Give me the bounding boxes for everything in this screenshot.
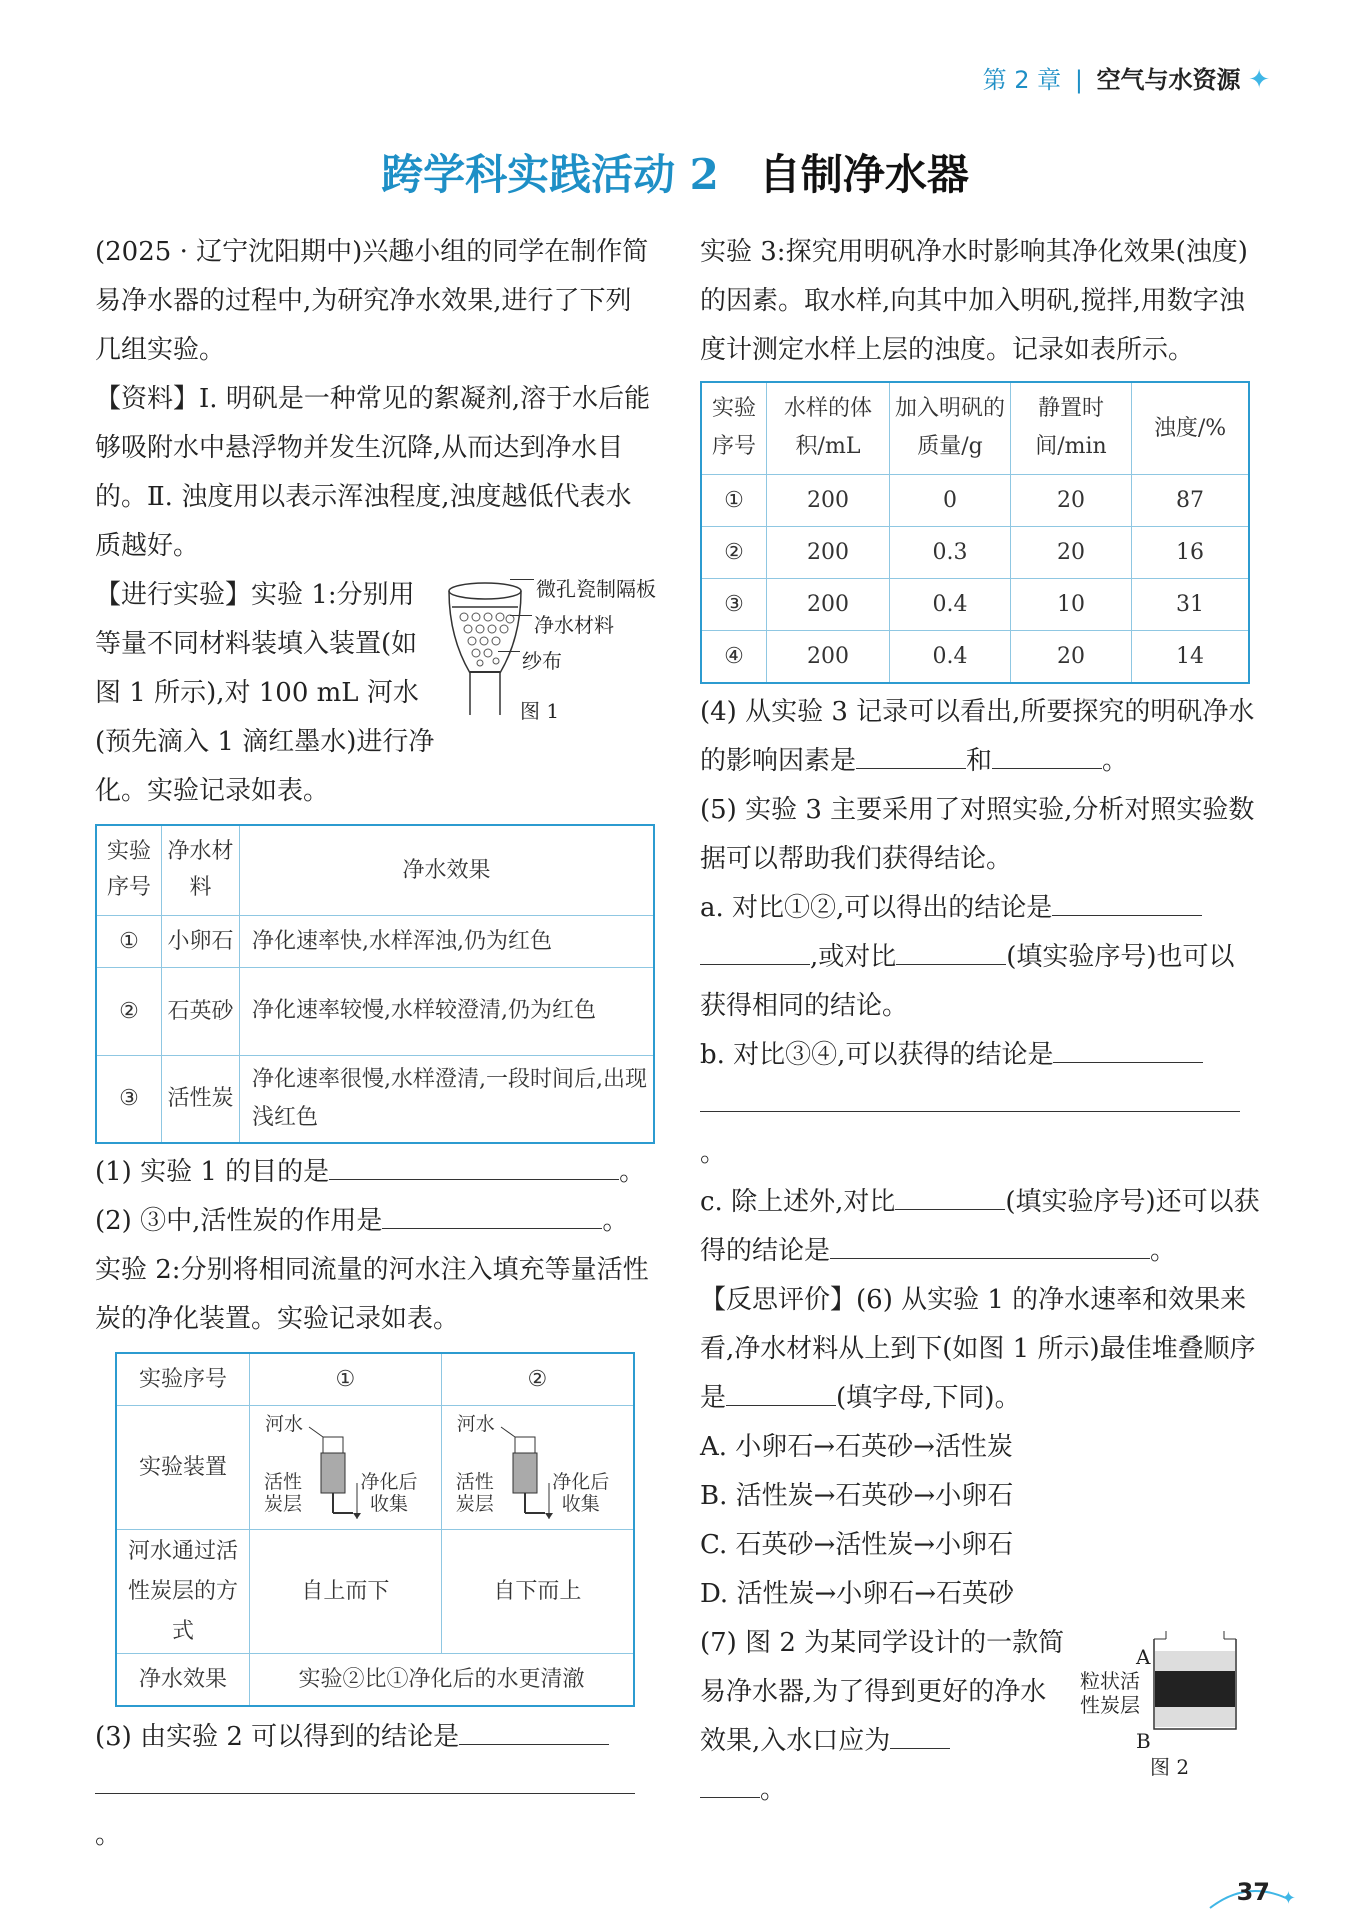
table-header: 净水效果: [240, 825, 655, 915]
exp-label: 【进行实验】: [95, 580, 252, 610]
answer-blank[interactable]: [895, 1179, 1005, 1210]
leader-line: [510, 579, 534, 580]
question-5b: b. 对比③④,可以获得的结论是 。: [700, 1031, 1260, 1178]
table-header: 静置时间/min: [1011, 382, 1132, 474]
answer-blank[interactable]: [1053, 1032, 1203, 1063]
table-header: 实验序号: [116, 1353, 250, 1406]
exp3-text: 实验 3:探究用明矾净水时影响其净化效果(浊度)的因素。取水样,向其中加入明矾,搅拌,用数字浊度计测定水样上层的浊度。记录如表所示。: [700, 237, 1248, 365]
table-row: [116, 1406, 634, 1530]
question-7-text: (7) 图 2 为某同学设计的一款简易净水器,为了得到更好的净水效果,入水口应为: [700, 1627, 1065, 1756]
table-cell: 200: [767, 526, 890, 578]
answer-blank[interactable]: [459, 1714, 609, 1745]
question-5c-text: c. 除上述外,对比: [700, 1186, 896, 1217]
exp1-text: 实验 1:分别用等量不同材料装填入装置(如图 1 所示),对 100 mL 河水(预先滴入 1 滴红墨水)进行净化。实验记录如表。: [95, 580, 435, 806]
table-cell: 20: [1011, 474, 1132, 526]
table-cell: 实验装置: [116, 1406, 250, 1530]
table-cell: 20: [1011, 526, 1132, 578]
table-cell: 净水效果: [116, 1654, 250, 1707]
answer-blank[interactable]: [896, 934, 1006, 965]
table-cell: 10: [1011, 578, 1132, 630]
table-row: [96, 967, 654, 1055]
sparkle-icon: ✦: [1248, 65, 1270, 95]
leader-line: [510, 615, 532, 616]
chapter-number: 第 2 章: [982, 66, 1062, 94]
option-c: C. 石英砂→活性炭→小卵石: [700, 1529, 1014, 1560]
column-apparatus: [495, 1423, 555, 1523]
device-label-river: 河水: [456, 1412, 495, 1435]
question-5c: c. 除上述外,对比 (填实验序号)还可以获得的结论是 。: [700, 1178, 1260, 1276]
table-1: [95, 824, 655, 1144]
device-label-layer: 活性炭层: [263, 1470, 302, 1515]
answer-blank[interactable]: [95, 1763, 635, 1794]
table-row: [96, 1055, 654, 1143]
table-header-row: [96, 825, 654, 915]
question-6-text: (6) 从实验 1 的净水速率和效果来看,净水材料从上到下(如图 1 所示)最佳堆叠顺序是: [700, 1284, 1256, 1413]
question-2: (2) ③中,活性炭的作用是 。: [95, 1197, 655, 1246]
question-5a: [700, 884, 1260, 1031]
fig2-label-b: B: [1136, 1728, 1151, 1753]
answer-blank[interactable]: [830, 1228, 1150, 1259]
table-row: [96, 915, 654, 967]
question-3-text: (3) 由实验 2 可以得到的结论是: [95, 1722, 460, 1752]
table-cell: 14: [1132, 630, 1250, 683]
fig1-caption: 图 1: [520, 699, 560, 723]
question-3-line: 。: [95, 1762, 655, 1860]
table-3: [700, 381, 1250, 684]
fig1-label-plate: 微孔瓷制隔板: [536, 577, 656, 601]
table-header: ②: [441, 1353, 634, 1406]
table-header: ①: [250, 1353, 442, 1406]
question-5a-text2: ,或对比: [810, 941, 897, 972]
table-cell: 16: [1132, 526, 1250, 578]
table-cell: 0.4: [890, 630, 1011, 683]
table-cell: 自上而下: [250, 1530, 442, 1654]
table-header-row: [701, 382, 1249, 474]
question-1-text: (1) 实验 1 的目的是: [95, 1157, 330, 1187]
device-2-diagram: [443, 1409, 632, 1527]
fig1-label-gauze: 纱布: [522, 649, 562, 673]
figure-1: [440, 571, 660, 751]
option-d: D. 活性炭→小卵石→石英砂: [700, 1578, 1015, 1609]
answer-blank[interactable]: [890, 1718, 950, 1749]
option-b: B. 活性炭→石英砂→小卵石: [700, 1480, 1014, 1511]
reflection-label: 【反思评价】: [700, 1284, 857, 1315]
table-row: [701, 526, 1249, 578]
question-1: (1) 实验 1 的目的是 。: [95, 1148, 655, 1197]
answer-blank[interactable]: [726, 1375, 836, 1406]
table-row: [701, 474, 1249, 526]
table-cell: 净化速率很慢,水样澄清,一段时间后,出现浅红色: [240, 1055, 655, 1143]
device-2-cell: [441, 1406, 634, 1530]
filter-device-diagram: [440, 577, 530, 727]
right-column: [700, 228, 1260, 1815]
question-4: (4) 从实验 3 记录可以看出,所要探究的明矾净水的影响因素是 和 。: [700, 696, 1255, 776]
answer-blank[interactable]: [700, 1767, 760, 1798]
page-number-block: [1236, 1878, 1296, 1909]
table-header: 水样的体积/mL: [767, 382, 890, 474]
fig2-label-carbon: 粒状活性炭层: [1080, 1668, 1140, 1717]
table-cell: ①: [701, 474, 767, 526]
question-5a-text: a. 对比①②,可以得出的结论是: [700, 892, 1053, 923]
table-cell: 87: [1132, 474, 1250, 526]
fig2-label-a: A: [1136, 1644, 1151, 1669]
column-apparatus: [303, 1423, 363, 1523]
answer-blank[interactable]: [382, 1198, 602, 1229]
device-1-diagram: [251, 1409, 440, 1527]
table-cell: ④: [701, 630, 767, 683]
page-number: 37: [1236, 1878, 1270, 1906]
activity-name: 自制净水器: [758, 150, 969, 199]
sparkle-icon: ✦: [1280, 1888, 1296, 1909]
table-cell: 0.3: [890, 526, 1011, 578]
table-cell: 20: [1011, 630, 1132, 683]
table-cell: 河水通过活性炭层的方式: [116, 1530, 250, 1654]
question-2-text: (2) ③中,活性炭的作用是: [95, 1206, 383, 1236]
question-4-text: (4) 从实验 3 记录可以看出,所要探究的明矾净水的影响因素是: [700, 696, 1255, 776]
option-a: A. 小卵石→石英砂→活性炭: [700, 1431, 1013, 1462]
table-cell: ①: [96, 915, 162, 967]
intro-text: (2025 · 辽宁沈阳期中)兴趣小组的同学在制作简易净水器的过程中,为研究净水效果,进行了下列几组实验。: [95, 237, 649, 365]
answer-blank[interactable]: [700, 934, 810, 965]
device-1-cell: [250, 1406, 442, 1530]
table-cell: 200: [767, 630, 890, 683]
table-header: 实验序号: [96, 825, 162, 915]
table-row: [701, 630, 1249, 683]
answer-blank[interactable]: [329, 1149, 619, 1180]
chapter-title: 空气与水资源: [1096, 66, 1241, 94]
fig2-caption: 图 2: [1150, 1754, 1190, 1779]
leader-line: [498, 651, 520, 652]
table-header: 实验序号: [701, 382, 767, 474]
table-row: [701, 578, 1249, 630]
device-label-collect: 净化后收集: [360, 1470, 418, 1515]
table-cell: 实验②比①净化后的水更清澈: [250, 1654, 635, 1707]
table-header: 净水材料: [162, 825, 240, 915]
table-cell: 自下而上: [441, 1530, 634, 1654]
table-cell: 净化速率快,水样浑浊,仍为红色: [240, 915, 655, 967]
question-4-and: 和: [966, 745, 993, 776]
exp2-text: 实验 2:分别将相同流量的河水注入填充等量活性炭的净化装置。实验记录如表。: [95, 1255, 649, 1334]
answer-blank[interactable]: [1052, 885, 1202, 916]
material-text: Ⅰ. 明矾是一种常见的絮凝剂,溶于水后能够吸附水中悬浮物并发生沉降,从而达到净水目的。Ⅱ. 浊度用以表示浑浊程度,浊度越低代表水质越好。: [95, 384, 651, 561]
table-cell: 0: [890, 474, 1011, 526]
device-label-layer: 活性炭层: [455, 1470, 494, 1515]
page-title: [0, 142, 1350, 202]
table-cell: 200: [767, 578, 890, 630]
table-cell: ②: [701, 526, 767, 578]
header-divider: |: [1074, 66, 1083, 94]
chapter-header: [983, 60, 1270, 95]
answer-blank[interactable]: [992, 738, 1102, 769]
fig1-label-material: 净水材料: [534, 613, 614, 637]
table-header: 浊度/%: [1132, 382, 1250, 474]
question-5a-text3: (填实验序号)也可以获得相同的结论。: [700, 941, 1235, 1021]
table-row: [116, 1530, 634, 1654]
question-7: (7) 图 2 为某同学设计的一款简易净水器,为了得到更好的净水效果,入水口应为 。: [700, 1627, 1065, 1805]
table-cell: 31: [1132, 578, 1250, 630]
table-cell: ③: [701, 578, 767, 630]
question-6: [700, 1276, 1260, 1423]
device-label-river: 河水: [265, 1412, 304, 1435]
table-cell: 石英砂: [162, 967, 240, 1055]
exp1-paragraph: [95, 571, 435, 816]
table-header: 加入明矾的质量/g: [890, 382, 1011, 474]
figure-2: [1080, 1625, 1260, 1785]
question-5b-text: b. 对比③④,可以获得的结论是: [700, 1039, 1054, 1070]
table-cell: 0.4: [890, 578, 1011, 630]
table-2: [115, 1352, 635, 1707]
left-column: [95, 228, 655, 1860]
question-3: [95, 1713, 655, 1762]
material-paragraph: [95, 375, 655, 571]
q7-block: [700, 1619, 1260, 1815]
container-diagram: [1150, 1629, 1240, 1739]
table-cell: ②: [96, 967, 162, 1055]
table-cell: 200: [767, 474, 890, 526]
exp1-block: [95, 571, 655, 816]
activity-label: 跨学科实践活动 2: [381, 150, 719, 199]
table-cell: 小卵石: [162, 915, 240, 967]
answer-blank[interactable]: [700, 1081, 1240, 1112]
device-label-collect: 净化后收集: [552, 1470, 610, 1515]
question-5c-text2: (填实验序号)还可以获得的结论是: [700, 1186, 1260, 1266]
material-label: 【资料】: [95, 384, 200, 414]
table-header-row: [116, 1353, 634, 1406]
question-5: (5) 实验 3 主要采用了对照实验,分析对照实验数据可以帮助我们获得结论。: [700, 794, 1255, 874]
table-cell: 净化速率较慢,水样较澄清,仍为红色: [240, 967, 655, 1055]
table-cell: ③: [96, 1055, 162, 1143]
question-6-text2: (填字母,下同)。: [836, 1382, 1021, 1413]
table-row: [116, 1654, 634, 1707]
table-cell: 活性炭: [162, 1055, 240, 1143]
answer-blank[interactable]: [856, 738, 966, 769]
